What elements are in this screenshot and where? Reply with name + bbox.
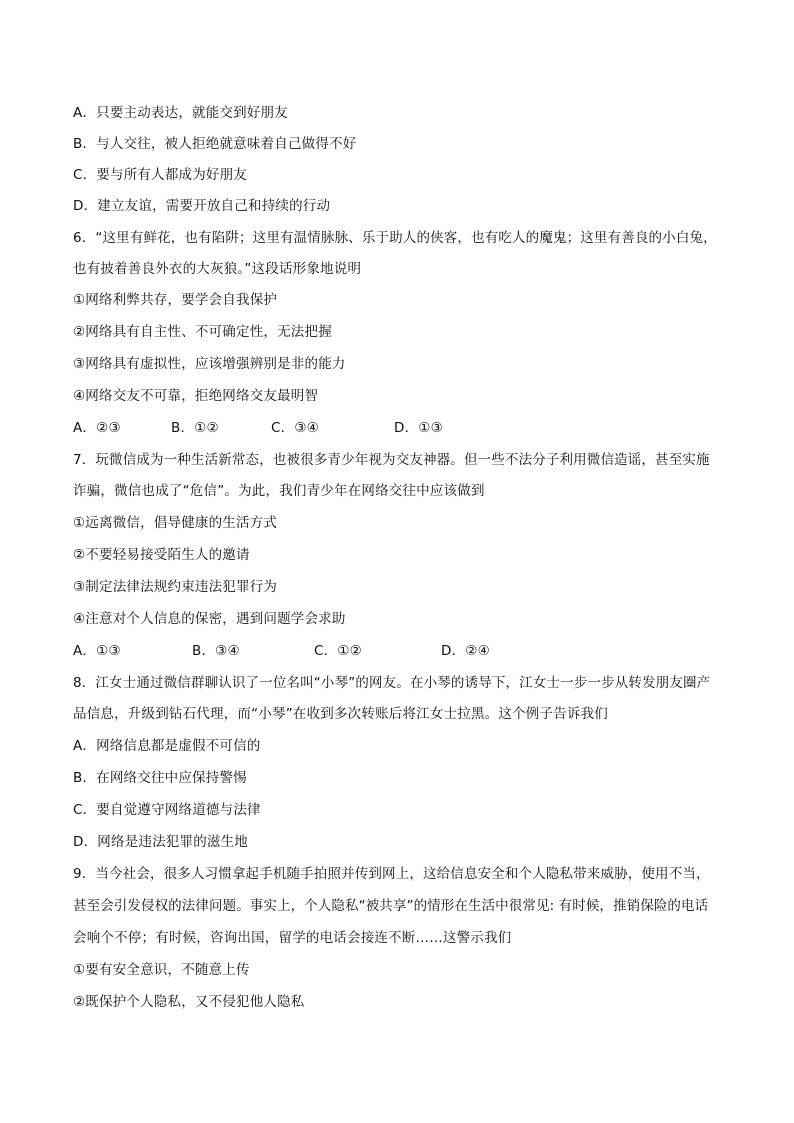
q9-statement-2: ②既保护个人隐私，又不侵犯他人隐私 xyxy=(73,994,305,1010)
q7-statement-3: ③制定法律法规约束违法犯罪行为 xyxy=(73,579,278,595)
q6-statement-4: ④网络交友不可靠，拒绝网络交友最明智 xyxy=(73,388,319,404)
q9-statement-1: ①要有安全意识，不随意上传 xyxy=(73,962,250,978)
q8-option-d: D．网络是违法犯罪的滋生地 xyxy=(73,834,248,850)
q9-stem-line-1: 9．当今社会，很多人习惯拿起手机随手拍照并传到网上，这给信息安全和个人隐私带来威胁，使用不当， xyxy=(73,866,710,882)
q8-option-c: C．要自觉遵守网络道德与法律 xyxy=(73,802,261,818)
q6-statement-3: ③网络具有虚拟性，应该增强辨别是非的能力 xyxy=(73,356,346,372)
q5-option-c: C．要与所有人都成为好朋友 xyxy=(73,167,248,183)
q7-stem-line-2: 诈骗，微信也成了“危信”。为此，我们青少年在网络交往中应该做到 xyxy=(73,483,485,499)
q7-choice-c: C．①② xyxy=(314,643,362,659)
q6-choice-a: A．②③ xyxy=(73,420,121,436)
q8-option-b: B．在网络交往中应保持警惕 xyxy=(73,770,247,786)
q6-stem-line-1: 6．“这里有鲜花，也有陷阱；这里有温情脉脉、乐于助人的侠客，也有吃人的魔鬼；这里有善良的小白兔， xyxy=(73,230,717,246)
q6-statement-2: ②网络具有自主性、不可确定性，无法把握 xyxy=(73,324,332,340)
q8-option-a: A．网络信息都是虚假不可信的 xyxy=(73,738,261,754)
q9-stem-line-3: 会响个不停；有时候，咨询出国，留学的电话会接连不断……这警示我们 xyxy=(73,930,512,946)
q6-choice-d: D．①③ xyxy=(394,420,443,436)
q7-stem-line-1: 7．玩微信成为一种生活新常态，也被很多青少年视为交友神器。但一些不法分子利用微信造谣，甚至实施 xyxy=(73,452,710,468)
q6-choice-b: B．①② xyxy=(171,420,219,436)
q5-option-d: D．建立友谊，需要开放自己和持续的行动 xyxy=(73,198,331,214)
q7-choice-b: B．③④ xyxy=(192,643,240,659)
q8-stem-line-2: 品信息，升级到钻石代理，而“小琴”在收到多次转账后将江女士拉黑。这个例子告诉我们 xyxy=(73,706,608,722)
q7-choice-d: D．②④ xyxy=(441,643,490,659)
q7-statement-4: ④注意对个人信息的保密，遇到问题学会求助 xyxy=(73,611,346,627)
q7-statement-2: ②不要轻易接受陌生人的邀请 xyxy=(73,547,250,563)
q5-option-b: B．与人交往，被人拒绝就意味着自己做得不好 xyxy=(73,136,357,152)
q5-option-a: A．只要主动表达，就能交到好朋友 xyxy=(73,105,288,121)
q7-statement-1: ①远离微信，倡导健康的生活方式 xyxy=(73,515,278,531)
q8-stem-line-1: 8．江女士通过微信群聊认识了一位名叫“小琴”的网友。在小琴的诱导下，江女士一步一步从转发朋友圈产 xyxy=(73,675,711,691)
q6-stem-line-2: 也有披着善良外衣的大灰狼。”这段话形象地说明 xyxy=(73,261,362,277)
q7-choice-a: A．①③ xyxy=(73,643,121,659)
q6-choice-c: C．③④ xyxy=(271,420,319,436)
q6-statement-1: ①网络利弊共存，要学会自我保护 xyxy=(73,292,278,308)
q9-stem-line-2: 甚至会引发侵权的法律问题。事实上，个人隐私“被共享”的情形在生活中很常见: 有时候，推销保险的电话 xyxy=(73,898,709,914)
